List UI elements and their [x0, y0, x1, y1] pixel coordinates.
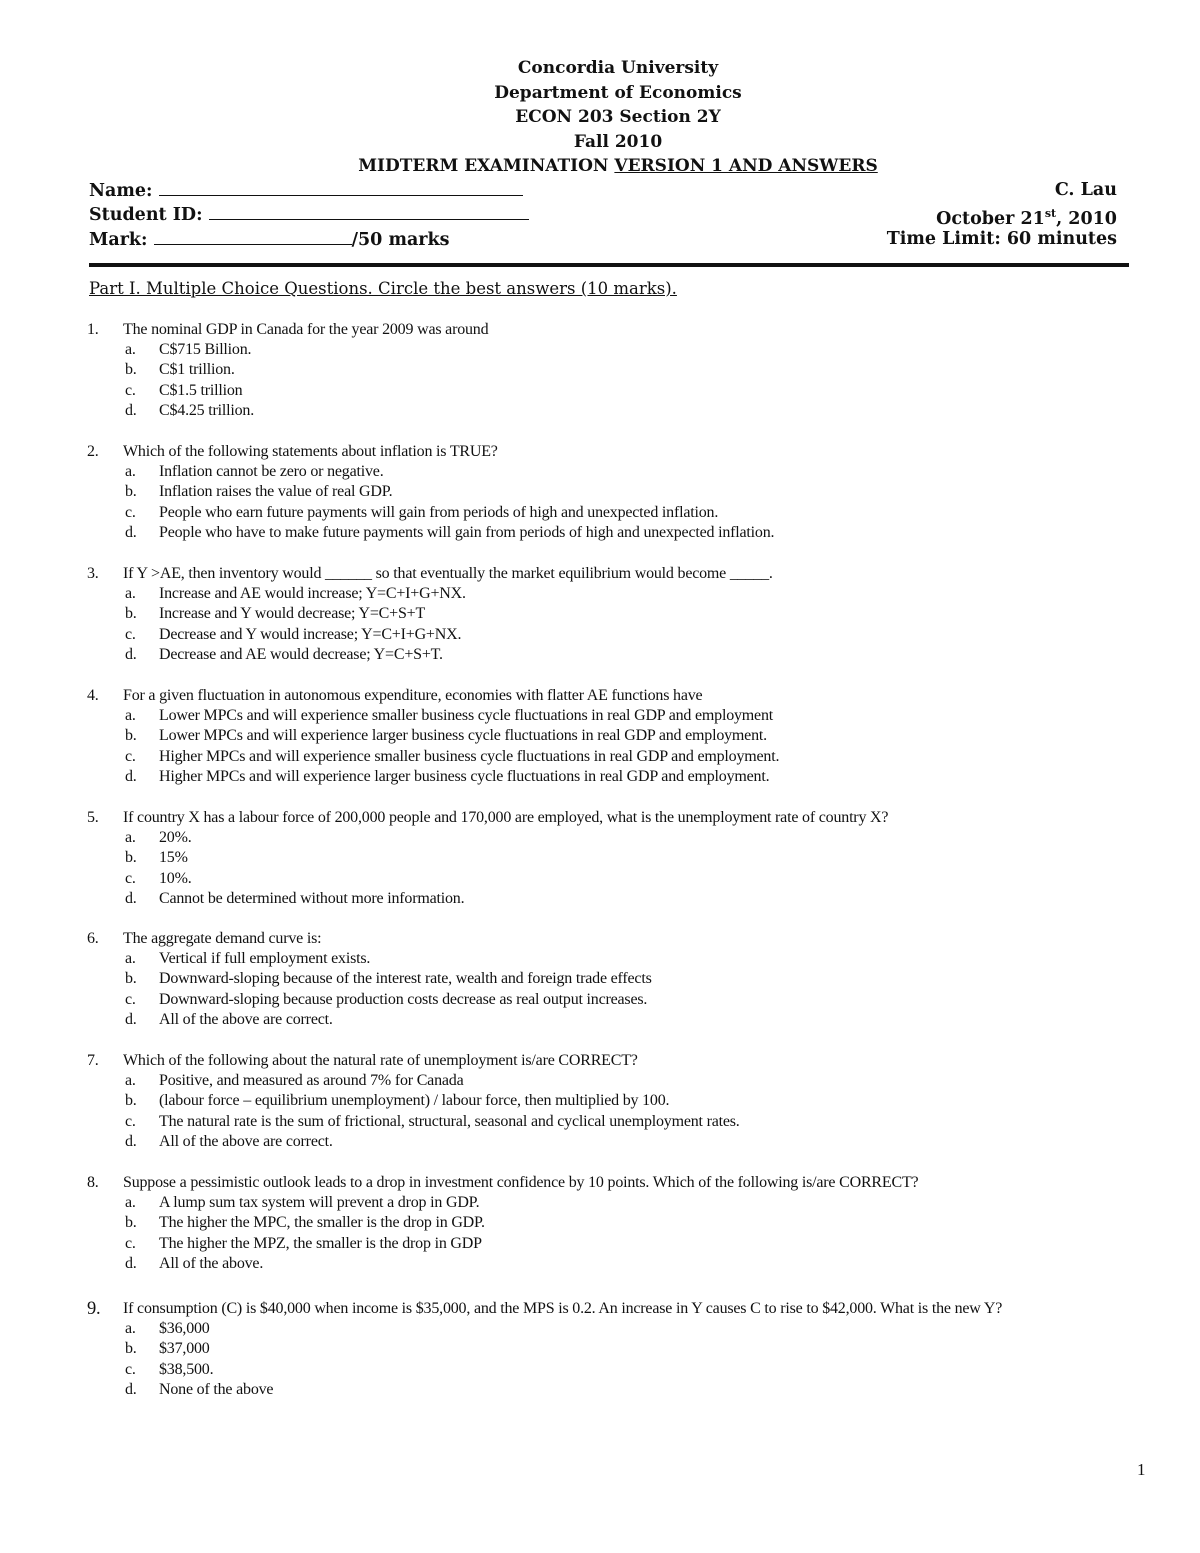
option-text: $37,000 — [159, 1340, 210, 1358]
option-letter: c. — [125, 1360, 136, 1378]
option-letter: b. — [125, 1214, 137, 1232]
answer-option[interactable] — [87, 747, 1167, 767]
option-letter: a. — [125, 341, 136, 358]
option-text: C$1 trillion. — [159, 361, 235, 379]
page-number: 1 — [1137, 1460, 1146, 1479]
answer-option[interactable] — [87, 503, 1167, 523]
option-letter: d. — [125, 523, 137, 541]
option-letter: a. — [125, 950, 136, 967]
answer-option[interactable] — [87, 1091, 1167, 1111]
option-text: Increase and AE would increase; Y=C+I+G+NX. — [159, 585, 466, 602]
question-number: 9. — [87, 1299, 101, 1319]
exam-title-plain: MIDTERM EXAMINATION — [358, 156, 615, 176]
option-text: The higher the MPZ, the smaller is the drop in GDP — [159, 1234, 482, 1252]
option-letter: a. — [125, 1072, 136, 1089]
option-letter: d. — [125, 1254, 137, 1272]
option-text: Lower MPCs and will experience larger business cycle fluctuations in real GDP and employment. — [159, 727, 767, 745]
option-text: Decrease and AE would decrease; Y=C+S+T. — [159, 645, 443, 663]
answer-option[interactable] — [87, 1339, 1167, 1359]
question-number: 3. — [87, 565, 99, 582]
university-name: Concordia University — [517, 58, 719, 78]
student-id-blank[interactable] — [209, 202, 529, 220]
answer-option[interactable] — [87, 482, 1167, 502]
option-text: All of the above. — [159, 1254, 264, 1272]
answer-option[interactable] — [87, 828, 1167, 848]
question-text: If country X has a labour force of 200,000 people and 170,000 are employed, what is the unemployment rate of country X? — [123, 809, 889, 826]
answer-option[interactable] — [87, 969, 1167, 989]
option-text: All of the above are correct. — [159, 1132, 333, 1150]
answer-option[interactable] — [87, 1213, 1167, 1233]
option-letter: b. — [125, 1092, 137, 1110]
option-letter: c. — [125, 625, 136, 643]
option-text: A lump sum tax system will prevent a drop in GDP. — [159, 1194, 480, 1211]
question-5 — [87, 808, 1167, 909]
answer-option[interactable] — [87, 625, 1167, 645]
answer-option[interactable] — [87, 1254, 1167, 1274]
option-letter: d. — [125, 401, 137, 419]
date-suffix: , 2010 — [1056, 208, 1117, 229]
question-stem — [87, 564, 1167, 584]
question-text: For a given fluctuation in autonomous expenditure, economies with flatter AE functions have — [123, 687, 703, 704]
option-text: 20%. — [159, 829, 192, 846]
mark-row — [89, 227, 1129, 251]
answer-option[interactable] — [87, 1193, 1167, 1213]
option-text: Positive, and measured as around 7% for Canada — [159, 1072, 464, 1089]
option-text: None of the above — [159, 1380, 274, 1398]
question-number: 1. — [87, 321, 99, 338]
answer-option[interactable] — [87, 726, 1167, 746]
option-text: $38,500. — [159, 1360, 214, 1378]
option-letter: d. — [125, 767, 137, 785]
answer-option[interactable] — [87, 869, 1167, 889]
option-letter: d. — [125, 1132, 137, 1150]
option-text: Downward-sloping because of the interest rate, wealth and foreign trade effects — [159, 970, 652, 988]
option-letter: b. — [125, 727, 137, 745]
course-code: ECON 203 Section 2Y — [515, 107, 721, 127]
question-number: 8. — [87, 1174, 99, 1191]
option-letter: a. — [125, 463, 136, 480]
question-stem — [87, 320, 1167, 340]
option-text: The higher the MPC, the smaller is the drop in GDP. — [159, 1214, 485, 1232]
option-letter: c. — [125, 381, 136, 399]
option-text: People who have to make future payments will gain from periods of high and unexpected inflation. — [159, 523, 775, 541]
option-letter: b. — [125, 361, 137, 379]
option-text: C$1.5 trillion — [159, 381, 243, 399]
option-letter: a. — [125, 1194, 136, 1211]
option-letter: b. — [125, 483, 137, 501]
question-9 — [87, 1299, 1167, 1400]
student-id-row — [89, 202, 1129, 229]
name-row — [89, 178, 1129, 202]
question-stem — [87, 1051, 1167, 1071]
answer-option[interactable] — [87, 1010, 1167, 1030]
answer-option[interactable] — [87, 401, 1167, 421]
answer-option[interactable] — [87, 1071, 1167, 1091]
question-6 — [87, 929, 1167, 1030]
name-label: Name: — [89, 181, 153, 201]
answer-option[interactable] — [87, 990, 1167, 1010]
question-number: 2. — [87, 443, 99, 460]
option-text: 15% — [159, 849, 188, 867]
answer-option[interactable] — [87, 949, 1167, 969]
date-prefix: October 21 — [936, 208, 1045, 229]
mark-total: /50 marks — [351, 230, 450, 250]
option-letter: d. — [125, 1380, 137, 1398]
answer-option[interactable] — [87, 340, 1167, 360]
answer-option[interactable] — [87, 848, 1167, 868]
question-3 — [87, 564, 1167, 665]
option-letter: a. — [125, 707, 136, 724]
option-letter: d. — [125, 1010, 137, 1028]
question-text: Which of the following about the natural rate of unemployment is/are CORRECT? — [123, 1052, 638, 1069]
mark-blank[interactable] — [154, 227, 352, 245]
option-text: C$715 Billion. — [159, 341, 252, 358]
question-number: 6. — [87, 930, 99, 947]
instructor-name: C. Lau — [1054, 180, 1117, 200]
question-text: If Y >AE, then inventory would ______ so that eventually the market equilibrium would become _____. — [123, 565, 773, 582]
question-number: 5. — [87, 809, 99, 826]
question-text: If consumption (C) is $40,000 when income is $35,000, and the MPS is 0.2. An increase in Y causes C to rise to $42,000. What is the new Y? — [123, 1300, 1003, 1317]
question-stem — [87, 686, 1167, 706]
question-stem — [87, 1299, 1167, 1319]
option-text: Higher MPCs and will experience smaller business cycle fluctuations in real GDP and employment. — [159, 747, 780, 765]
name-blank[interactable] — [159, 178, 523, 196]
answer-option[interactable] — [87, 1380, 1167, 1400]
question-stem — [87, 1173, 1167, 1193]
option-text: Higher MPCs and will experience larger business cycle fluctuations in real GDP and employment. — [159, 767, 770, 785]
answer-option[interactable] — [87, 889, 1167, 909]
option-text: All of the above are correct. — [159, 1010, 333, 1028]
question-4 — [87, 686, 1167, 787]
answer-option[interactable] — [87, 706, 1167, 726]
option-text: Decrease and Y would increase; Y=C+I+G+NX. — [159, 625, 462, 643]
exam-title-version: VERSION 1 AND ANSWERS — [614, 156, 878, 176]
option-text: Downward-sloping because production costs decrease as real output increases. — [159, 990, 648, 1008]
option-letter: b. — [125, 605, 137, 623]
department-name: Department of Economics — [494, 82, 742, 103]
option-text: Lower MPCs and will experience smaller business cycle fluctuations in real GDP and employment — [159, 707, 773, 724]
answer-option[interactable] — [87, 360, 1167, 380]
option-text: (labour force – equilibrium unemployment) / labour force, then multiplied by 100. — [159, 1092, 670, 1110]
answer-option[interactable] — [87, 1360, 1167, 1380]
option-letter: b. — [125, 970, 137, 988]
option-letter: a. — [125, 829, 136, 846]
option-letter: b. — [125, 849, 137, 867]
student-id-label: Student ID: — [89, 205, 203, 225]
option-letter: c. — [125, 990, 136, 1008]
answer-option[interactable] — [87, 523, 1167, 543]
answer-option[interactable] — [87, 604, 1167, 624]
answer-option[interactable] — [87, 1234, 1167, 1254]
part-title: Part I. Multiple Choice Questions. Circle the best answers (10 marks). — [89, 279, 677, 298]
option-letter: c. — [125, 869, 136, 887]
option-text: Inflation cannot be zero or negative. — [159, 463, 384, 480]
option-letter: b. — [125, 1340, 137, 1358]
answer-option[interactable] — [87, 381, 1167, 401]
option-letter: c. — [125, 1112, 136, 1130]
question-stem — [87, 929, 1167, 949]
time-limit: Time Limit: 60 minutes — [886, 229, 1117, 249]
option-letter: a. — [125, 1320, 136, 1337]
question-stem — [87, 808, 1167, 828]
question-number: 4. — [87, 687, 99, 704]
option-letter: d. — [125, 645, 137, 663]
mark-label: Mark: — [89, 230, 148, 250]
option-text: People who earn future payments will gain from periods of high and unexpected inflation. — [159, 503, 719, 521]
question-text: Suppose a pessimistic outlook leads to a drop in investment confidence by 10 points. Which of the following is/are CORRECT? — [123, 1174, 919, 1191]
option-text: C$4.25 trillion. — [159, 401, 255, 419]
option-letter: c. — [125, 503, 136, 521]
option-text: Inflation raises the value of real GDP. — [159, 483, 393, 501]
question-text: The aggregate demand curve is: — [123, 930, 322, 947]
option-text: The natural rate is the sum of frictional, structural, seasonal and cyclical unemployment rates. — [159, 1112, 740, 1130]
answer-option[interactable] — [87, 462, 1167, 482]
question-text: The nominal GDP in Canada for the year 2009 was around — [123, 321, 489, 338]
answer-option[interactable] — [87, 1132, 1167, 1152]
term: Fall 2010 — [573, 131, 663, 152]
exam-header — [0, 56, 1200, 179]
option-text: Cannot be determined without more information. — [159, 889, 465, 907]
answer-option[interactable] — [87, 584, 1167, 604]
question-2 — [87, 442, 1167, 543]
option-letter: a. — [125, 585, 136, 602]
question-number: 7. — [87, 1052, 99, 1069]
question-8 — [87, 1173, 1167, 1274]
option-text: Increase and Y would decrease; Y=C+S+T — [159, 605, 426, 623]
question-text: Which of the following statements about inflation is TRUE? — [123, 443, 498, 460]
answer-option[interactable] — [87, 645, 1167, 665]
answer-option[interactable] — [87, 767, 1167, 787]
option-letter: c. — [125, 747, 136, 765]
answer-option[interactable] — [87, 1112, 1167, 1132]
option-letter: c. — [125, 1234, 136, 1252]
date-ordinal: st — [1044, 207, 1057, 220]
option-text: 10%. — [159, 869, 192, 887]
question-stem — [87, 442, 1167, 462]
header-divider — [89, 263, 1129, 267]
answer-option[interactable] — [87, 1319, 1167, 1339]
option-text: $36,000 — [159, 1320, 210, 1337]
exam-title — [0, 154, 1200, 179]
question-1 — [87, 320, 1167, 421]
question-7 — [87, 1051, 1167, 1152]
option-letter: d. — [125, 889, 137, 907]
option-text: Vertical if full employment exists. — [159, 950, 371, 967]
